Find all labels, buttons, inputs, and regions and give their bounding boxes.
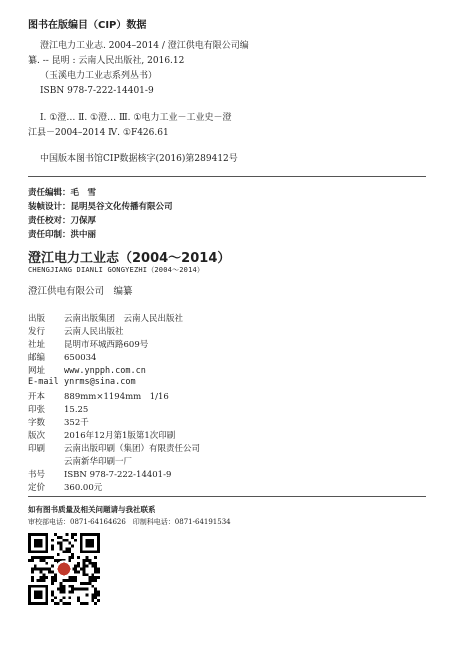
divider — [28, 496, 426, 497]
detail-row: 社址 昆明市环城西路609号 — [28, 340, 149, 350]
detail-row: 印张 15.25 — [28, 405, 89, 415]
qr-code-icon — [28, 533, 100, 605]
detail-row: 字数 352千 — [28, 418, 89, 428]
divider — [28, 176, 426, 177]
book-pinyin: CHENGJIANG DIANLI GONGYEZHI（2004～2014） — [28, 266, 205, 274]
book-title: 澄江电力工业志（2004～2014） — [28, 251, 231, 266]
cip-line: 澄江电力工业志. 2004–2014 / 澄江供电有限公司编 — [40, 41, 249, 51]
cip-line: Ⅰ. ①澄… Ⅱ. ①澄… Ⅲ. ①电力工业－工业史－澄 — [40, 113, 232, 123]
detail-row: 印刷 云南出版印刷（集团）有限责任公司 — [28, 444, 201, 454]
cip-line: 江县－2004–2014 Ⅳ. ①F426.61 — [28, 128, 169, 138]
detail-row: 书号 ISBN 978-7-222-14401-9 — [28, 470, 172, 480]
cip-line: ISBN 978-7-222-14401-9 — [40, 86, 154, 96]
book-compiler: 澄江供电有限公司 编纂 — [28, 286, 133, 297]
staff-designer: 装帧设计：昆明昊谷文化传播有限公司 — [28, 202, 173, 212]
staff-printing: 责任印制：洪中丽 — [28, 230, 97, 240]
cip-line: 中国版本图书馆CIP数据核字(2016)第289412号 — [40, 154, 238, 164]
detail-row: E-mail ynrms@sina.com — [28, 377, 136, 387]
detail-row: 开本 889mm×1194mm 1/16 — [28, 392, 169, 402]
detail-row: 邮编 650034 — [28, 353, 97, 363]
footer-note: 如有图书质量及相关问题请与我社联系 — [28, 505, 156, 514]
detail-row: 网址 www.ynpph.com.cn — [28, 366, 146, 376]
detail-row: 云南新华印刷一厂 — [64, 457, 133, 467]
staff-proofreader: 责任校对：刀保厚 — [28, 216, 97, 226]
cip-line: （玉溪电力工业志系列丛书） — [40, 71, 158, 81]
staff-editor: 责任编辑：毛 雪 — [28, 188, 97, 198]
detail-row: 出版 云南出版集团 云南人民出版社 — [28, 314, 184, 324]
detail-row: 发行 云南人民出版社 — [28, 327, 124, 337]
detail-row: 定价 360.00元 — [28, 483, 103, 493]
cip-line: 纂. -- 昆明 : 云南人民出版社, 2016.12 — [28, 56, 185, 66]
footer-phones: 审校部电话：0871-64164626 印制科电话：0871-64191534 — [28, 518, 231, 526]
cip-heading: 图书在版编目（CIP）数据 — [28, 20, 147, 31]
detail-row: 版次 2016年12月第1版第1次印刷 — [28, 431, 176, 441]
